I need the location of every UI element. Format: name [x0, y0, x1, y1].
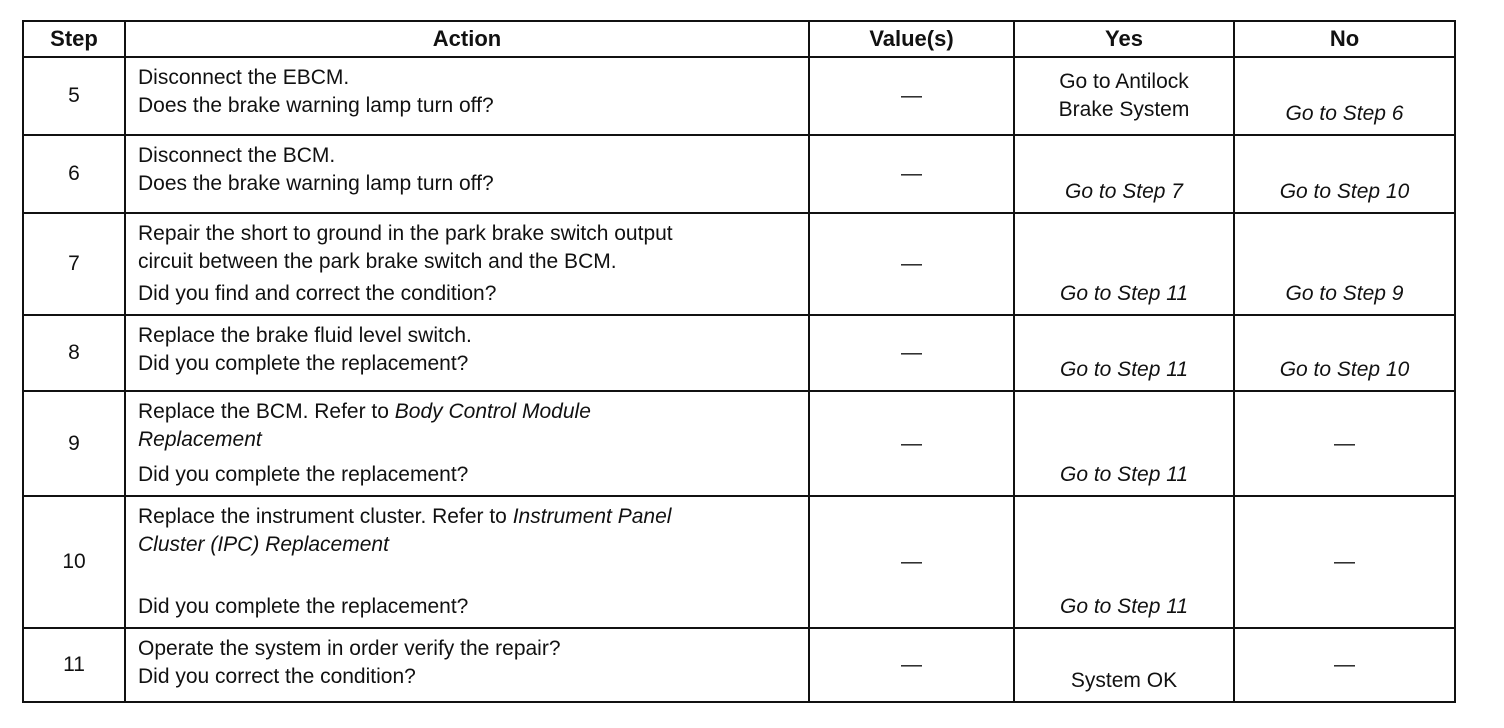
- action-cell: [125, 496, 809, 628]
- table-row: [23, 496, 1455, 628]
- diagnostic-table: [22, 20, 1456, 703]
- step-number: 10: [23, 496, 125, 628]
- yes-cell: [1014, 57, 1234, 135]
- step-number: 5: [23, 57, 125, 135]
- header-row: [23, 21, 1455, 57]
- action-text: Operate the system in order verify the repair?: [138, 636, 561, 660]
- action-text: Disconnect the EBCM.: [138, 66, 350, 89]
- yes-link-text: Go to Step 11: [1059, 594, 1189, 618]
- action-text: Replace the instrument cluster. Refer to: [138, 504, 513, 528]
- action-text: Disconnect the BCM.: [138, 144, 336, 168]
- no-cell: [1234, 135, 1455, 213]
- value-cell: [809, 628, 1014, 702]
- header-values: Value(s): [809, 21, 1014, 57]
- header-action: Action: [125, 21, 809, 57]
- value-text: —: [901, 549, 922, 573]
- action-question: Did you complete the replacement?: [138, 352, 469, 376]
- action-cell: [125, 315, 809, 391]
- step-number: 6: [23, 135, 125, 213]
- step-number: 8: [23, 315, 125, 391]
- no-link-text: Go to Step 6: [1285, 102, 1404, 126]
- yes-text: System OK: [1070, 669, 1178, 692]
- value-cell: [809, 496, 1014, 628]
- yes-cell: [1014, 315, 1234, 391]
- value-text: —: [901, 431, 922, 455]
- yes-link-text: Go to Step 7: [1065, 180, 1183, 204]
- no-cell: [1234, 628, 1455, 702]
- action-question: Did you find and correct the condition?: [138, 282, 497, 306]
- action-cell: [125, 57, 809, 135]
- no-cell: [1234, 496, 1455, 628]
- yes-link-text: Go to Step 11: [1059, 462, 1189, 486]
- table-row: [23, 315, 1455, 391]
- action-question: Did you complete the replacement?: [138, 462, 469, 486]
- yes-cell: [1014, 135, 1234, 213]
- no-cell: [1234, 391, 1455, 495]
- yes-cell: [1014, 391, 1234, 495]
- action-cell: [125, 213, 809, 315]
- value-cell: [809, 57, 1014, 135]
- no-text: —: [1334, 549, 1355, 573]
- action-question: Did you correct the condition?: [138, 664, 416, 688]
- no-link-text: Go to Step 10: [1279, 180, 1410, 204]
- table-row: [23, 628, 1455, 702]
- value-text: —: [901, 252, 922, 276]
- action-question: Does the brake warning lamp turn off?: [138, 94, 494, 117]
- table-row: [23, 213, 1455, 315]
- reference-link[interactable]: Instrument Panel: [512, 504, 672, 528]
- no-cell: [1234, 315, 1455, 391]
- no-cell: [1234, 213, 1455, 315]
- table-row: [23, 135, 1455, 213]
- no-link-text: Go to Step 10: [1279, 358, 1410, 382]
- step-number: 11: [23, 628, 125, 702]
- no-link-text: Go to Step 9: [1285, 282, 1404, 306]
- value-text: —: [901, 84, 922, 108]
- value-cell: [809, 213, 1014, 315]
- value-cell: [809, 391, 1014, 495]
- action-text: Repair the short to ground in the park brake switch output: [138, 222, 673, 246]
- action-text: circuit between the park brake switch and the BCM.: [138, 250, 617, 274]
- reference-link[interactable]: Body Control Module: [394, 400, 591, 424]
- action-cell: [125, 135, 809, 213]
- reference-link[interactable]: Replacement: [138, 428, 262, 452]
- no-text: —: [1334, 652, 1355, 676]
- action-cell: [125, 628, 809, 702]
- no-cell: [1234, 57, 1455, 135]
- yes-link-text: Go to Step 11: [1059, 282, 1189, 306]
- yes-cell: [1014, 213, 1234, 315]
- reference-link[interactable]: Cluster (IPC) Replacement: [138, 532, 389, 556]
- value-text: —: [901, 652, 922, 676]
- value-text: —: [901, 341, 922, 365]
- step-number: 7: [23, 213, 125, 315]
- yes-text: Brake System: [1058, 98, 1190, 122]
- action-cell: [125, 391, 809, 495]
- value-text: —: [901, 162, 922, 186]
- yes-link-text: Go to Step 11: [1059, 358, 1189, 382]
- step-number: 9: [23, 391, 125, 495]
- no-text: —: [1334, 431, 1355, 455]
- table-row: [23, 391, 1455, 495]
- header-no: No: [1234, 21, 1455, 57]
- action-text: Replace the BCM. Refer to: [138, 400, 395, 424]
- value-cell: [809, 135, 1014, 213]
- action-question: Does the brake warning lamp turn off?: [138, 172, 494, 196]
- header-step: Step: [23, 21, 125, 57]
- table-row: [23, 57, 1455, 135]
- value-cell: [809, 315, 1014, 391]
- yes-cell: [1014, 496, 1234, 628]
- action-text: Replace the brake fluid level switch.: [138, 324, 472, 348]
- yes-text: Go to Antilock: [1059, 70, 1189, 94]
- yes-cell: [1014, 628, 1234, 702]
- action-question: Did you complete the replacement?: [138, 594, 469, 618]
- header-yes: Yes: [1014, 21, 1234, 57]
